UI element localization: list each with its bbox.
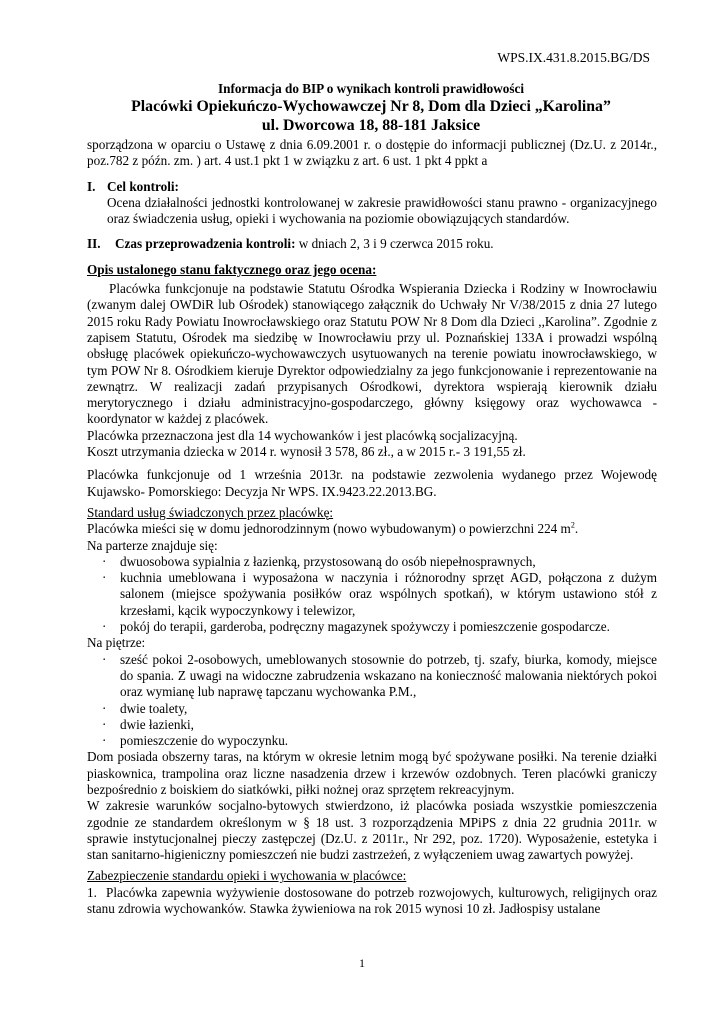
bullet-icon: · [102, 716, 107, 732]
bullet-icon: · [102, 619, 107, 635]
paragraph-capacity: Placówka przeznaczona jest dla 14 wychowanków i jest placówką socjalizacyjną. [87, 427, 518, 443]
section-1-text: Ocena działalności jednostki kontrolowanej w zakresie prawidłowości stanu prawno - organizacyjnego oraz świadczenia usług, opieki i wychowania na poziomie obowiązujących standardów. [107, 194, 657, 227]
bullet-icon: · [102, 733, 107, 749]
list-item: · pomieszczenie do wypoczynku. [102, 733, 289, 749]
house-description [87, 521, 657, 537]
point-1-text: Placówka zapewnia wyżywienie dostosowane do potrzeb rozwojowych, kulturowych, religijnych oraz stanu zdrowia wychowanków. Stawka żywieniowa na rok 2015 wynosi 10 zł. Jadłospisy ustalane [87, 884, 657, 917]
bullet-icon: · [102, 553, 107, 569]
page-number: 1 [359, 956, 365, 970]
standard-heading: Standard usług świadczonych przez placówkę: [87, 504, 334, 520]
paragraph-statute: Placówka funkcjonuje na podstawie Statutu Ośrodka Wspierania Dziecka i Rodziny w Inowrocławiu (zwanym dalej OWDiR lub Ośrodek) stanowiącego załącznik do Uchwały Nr V/38/2015 z dnia 27 lutego 2015 roku Rady Powiatu Inowrocławskiego oraz Statutu POW Nr 8 Dom dla Dzieci ,,Karolina”. Zgodnie z zapisem Statutu, Ośrodek ma siedzibę w Inowrocławiu przy ul. Poznańskiej 133A i prowadzi wspólną obsługę placówek opiekuńczo-wychowawczych usytuowanych na terenie powiatu inowrocławskiego, w tym POW Nr 8. Ośrodkiem kieruje Dyrektor odpowiedzialny za jego funkcjonowanie i reprezentowanie na zewnątrz. W realizacji zadań przypisanych Ośrodkowi, dyrektora wspierają kierownik działu merytorycznego i działu administracyjno-gospodarczego, główny księgowy oraz wychowawca - koordynator w każdej z placówek. [87, 281, 657, 427]
title-line-3: ul. Dworcowa 18, 88-181 Jaksice [261, 117, 481, 134]
section-2-number: II. [87, 236, 101, 252]
section-1-title: Cel kontroli: [107, 178, 179, 194]
house-line-end: . [574, 521, 579, 537]
list-item: · kuchnia umeblowana i wyposażona w naczynia i różnorodny sprzęt AGD, połączona z dużym salonem (miejsce spożywania posiłków oraz wspólnych spotkań), w którym ustawiono stół z krzesłami, kącik wypoczynkowy i telewizor, [102, 570, 657, 618]
list-item: · sześć pokoi 2-osobowych, umeblowanych stosownie do potrzeb, tj. szafy, biurka, komody, miejsce do spania. Z uwagi na widoczne zabrudzenia wskazano na konieczność malowania niektórych pokoi oraz wymianę lub naprawę tapczanu wychowanka P.M., [102, 651, 657, 700]
section-2 [87, 236, 657, 252]
list-item: · pokój do terapii, garderoba, podręczny magazynek spożywczy i pomieszczenie gospodarcze. [102, 619, 610, 635]
bullet-icon: · [102, 570, 107, 586]
first-floor-list [87, 652, 657, 750]
point-1-number: 1. [87, 884, 97, 900]
paragraph-conditions: W zakresie warunków socjalno-bytowych stwierdzono, iż placówka posiada wszystkie pomieszczenia zgodnie ze standardem określonym w § 18 ust. 3 rozporządzenia MPiPS z dnia 22 grudnia 2011r. w sprawie instytucjonalnej pieczy zastępczej (Dz.U. z 2011r., Nr 292, poz. 1720). Wyposażenie, estetyka i stan sanitarno-higieniczny pomieszczeń nie budzi zastrzeżeń, z wyłączeniem uwag zawartych powyżej. [87, 798, 657, 863]
section-3-heading: Opis ustalonego stanu faktycznego oraz jego ocena: [87, 261, 377, 277]
first-floor-heading: Na piętrze: [87, 635, 146, 651]
reference-number: WPS.IX.431.8.2015.BG/DS [497, 50, 650, 65]
point-1 [87, 885, 657, 918]
bullet-icon: · [102, 651, 107, 667]
section-1-number: I. [87, 178, 96, 194]
paragraph-terrace: Dom posiada obszerny taras, na którym w okresie letnim mogą być spożywane posiłki. Na terenie działki piaskownica, trampolina oraz liczne nasadzenia drzew i krzewów ozdobnych. Teren placówki graniczy bezpośrednio z boiskiem do siatkówki, piłki nożnej oraz sprzętem rekreacyjnym. [87, 749, 657, 797]
list-item: · dwie łazienki, [102, 716, 194, 732]
section-2-text: w dniach 2, 3 i 9 czerwca 2015 roku. [295, 236, 494, 252]
title-line-2: Placówki Opiekuńczo-Wychowawczej Nr 8, Dom dla Dzieci „Karolina” [131, 98, 611, 115]
document-body [87, 137, 657, 917]
section-2-title: Czas przeprowadzenia kontroli: [115, 236, 296, 252]
list-item: · dwie toalety, [102, 700, 188, 716]
section-1-heading [87, 179, 657, 195]
title-line-1: Informacja do BIP o wynikach kontroli prawidłowości [217, 81, 525, 96]
bullet-icon: · [102, 700, 107, 716]
house-line: Placówka mieści się w domu jednorodzinnym (nowo wybudowanym) o powierzchni 224 m [87, 521, 571, 537]
section-1 [87, 179, 657, 228]
ground-floor-heading: Na parterze znajduje się: [87, 537, 218, 553]
paragraph-costs: Koszt utrzymania dziecka w 2014 r. wynosił 3 578, 86 zł., a w 2015 r.- 3 191,55 zł. [87, 444, 526, 460]
document-title [86, 80, 656, 135]
paragraph-permit: Placówka funkcjonuje od 1 września 2013r. na podstawie zezwolenia wydanego przez Wojewodę Kujawsko- Pomorskiego: Decyzja Nr WPS. IX.9423.22.2013.BG. [87, 467, 657, 499]
house-line-superscript: 2 [570, 520, 575, 530]
intro-paragraph: sporządzona w oparciu o Ustawę z dnia 6.09.2001 r. o dostępie do informacji publicznej (Dz.U. z 2014r., poz.782 z późn. zm. ) art. 4 ust.1 pkt 1 w związku z art. 6 ust. 1 pkt 4 ppkt a [87, 137, 657, 169]
care-standard-heading: Zabezpieczenie standardu opieki i wychowania w placówce: [87, 868, 407, 884]
list-item: · dwuosobowa sypialnia z łazienką, przystosowaną do osób niepełnosprawnych, [102, 553, 536, 569]
ground-floor-list [87, 554, 657, 635]
